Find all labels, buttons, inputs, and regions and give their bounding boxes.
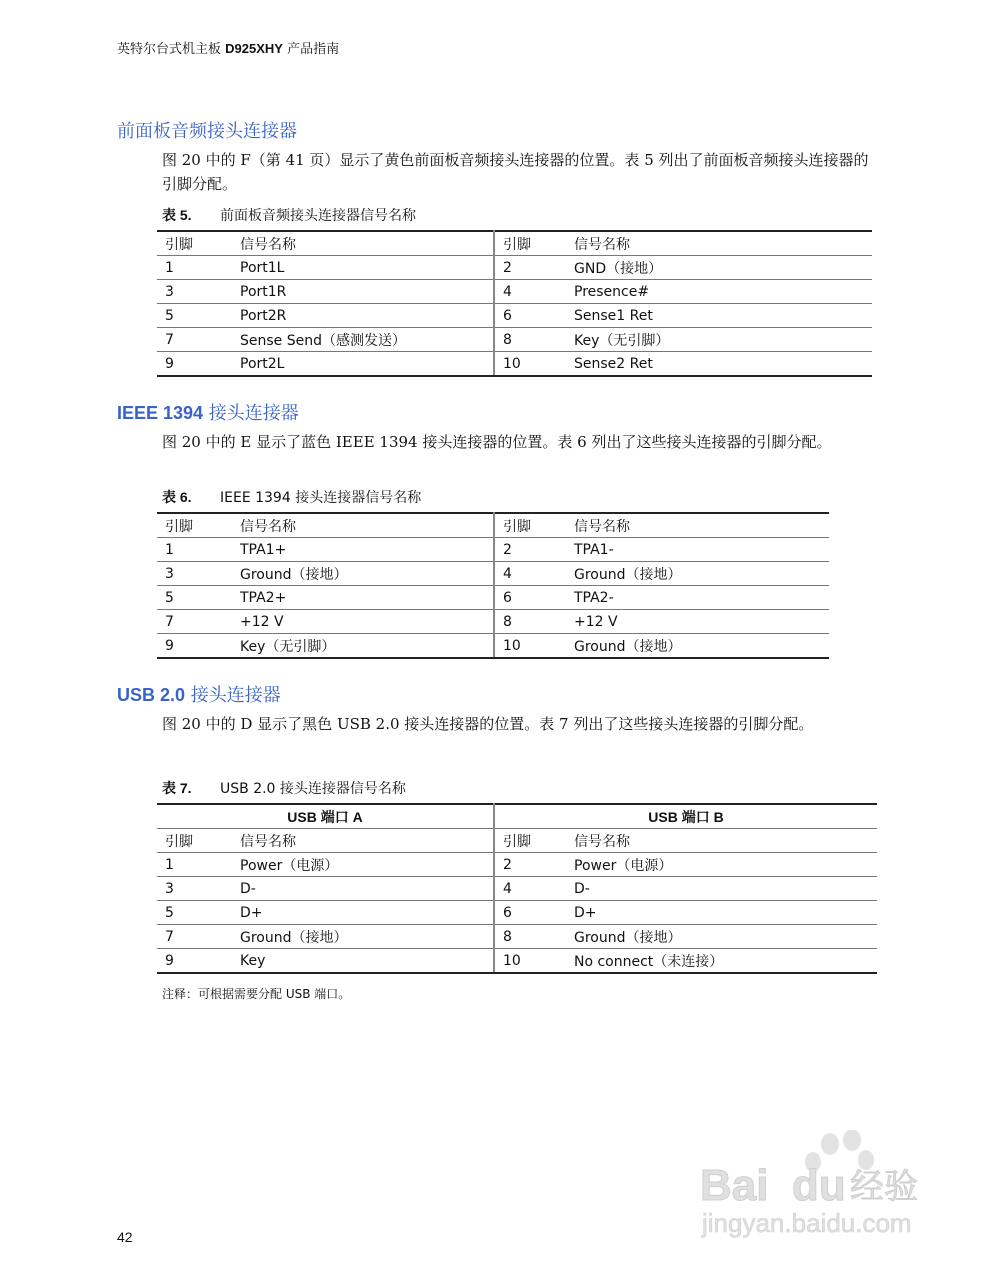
signal-name-cell: No connect（未连接） xyxy=(566,949,877,974)
page-number: 42 xyxy=(117,1229,133,1245)
pin-cell: 9 xyxy=(157,634,232,659)
pin-cell: 3 xyxy=(157,562,232,586)
column-header: 引脚 xyxy=(494,231,566,256)
signal-name-cell: Ground（接地） xyxy=(566,925,877,949)
group-header-usb-port-b: USB 端口 B xyxy=(494,804,877,829)
pin-cell: 2 xyxy=(494,256,566,280)
pin-cell: 7 xyxy=(157,610,232,634)
pin-cell: 1 xyxy=(157,853,232,877)
table-row xyxy=(157,538,829,562)
section-heading-ieee1394: IEEE 1394 接头连接器 xyxy=(117,403,299,424)
table-row xyxy=(157,949,877,974)
group-header-usb-port-a: USB 端口 A xyxy=(157,804,494,829)
section-paragraph-usb: 图 20 中的 D 显示了黑色 USB 2.0 接头连接器的位置。表 7 列出了这些接头连接器的引脚分配。 xyxy=(162,715,814,733)
signal-name-cell: Port2L xyxy=(232,352,494,377)
signal-name-cell: TPA1- xyxy=(566,538,829,562)
table-usb xyxy=(157,803,877,974)
signal-name-cell: GND（接地） xyxy=(566,256,872,280)
column-header: 引脚 xyxy=(157,513,232,538)
pin-cell: 4 xyxy=(494,280,566,304)
pin-cell: 4 xyxy=(494,562,566,586)
signal-name-cell: Presence# xyxy=(566,280,872,304)
signal-name-cell: D+ xyxy=(232,901,494,925)
column-header: 引脚 xyxy=(494,829,566,853)
table-row xyxy=(157,304,872,328)
signal-name-cell: D- xyxy=(232,877,494,901)
pin-cell: 6 xyxy=(494,901,566,925)
pin-cell: 10 xyxy=(494,634,566,659)
column-header: 引脚 xyxy=(157,829,232,853)
pin-cell: 5 xyxy=(157,304,232,328)
signal-name-cell: Ground（接地） xyxy=(566,562,829,586)
pin-cell: 3 xyxy=(157,280,232,304)
table-group-header-row xyxy=(157,804,877,829)
signal-name-cell: Key（无引脚） xyxy=(232,634,494,659)
baidu-jingyan-watermark xyxy=(700,1130,940,1240)
section-heading-usb: USB 2.0 接头连接器 xyxy=(117,685,281,706)
pin-cell: 6 xyxy=(494,586,566,610)
table-row xyxy=(157,877,877,901)
section-paragraph-front-panel-audio: 图 20 中的 F（第 41 页）显示了黄色前面板音频接头连接器的位置。表 5 列出了前面板音频接头连接器的引脚分配。 xyxy=(162,151,869,193)
signal-name-cell: TPA2- xyxy=(566,586,829,610)
signal-name-cell: Port1L xyxy=(232,256,494,280)
signal-name-cell: Key xyxy=(232,949,494,974)
pin-cell: 3 xyxy=(157,877,232,901)
table-note: 注释：可根据需要分配 USB 端口。 xyxy=(162,987,351,1001)
table-row xyxy=(157,280,872,304)
table-caption-5: 表 5. 前面板音频接头连接器信号名称 xyxy=(162,207,416,224)
running-header: 英特尔台式机主板 D925XHY 产品指南 xyxy=(117,41,340,57)
signal-name-cell: TPA2+ xyxy=(232,586,494,610)
signal-name-cell: Port1R xyxy=(232,280,494,304)
pin-cell: 7 xyxy=(157,925,232,949)
pin-cell: 9 xyxy=(157,949,232,974)
pin-cell: 8 xyxy=(494,328,566,352)
signal-name-cell: +12 V xyxy=(566,610,829,634)
signal-name-cell: Power（电源） xyxy=(566,853,877,877)
signal-name-cell: Ground（接地） xyxy=(232,562,494,586)
table-row xyxy=(157,562,829,586)
table-header-row xyxy=(157,231,872,256)
pin-cell: 1 xyxy=(157,538,232,562)
column-header: 引脚 xyxy=(494,513,566,538)
table-row xyxy=(157,853,877,877)
column-header: 信号名称 xyxy=(566,231,872,256)
table-row xyxy=(157,352,872,377)
watermark-brand2: du xyxy=(792,1161,846,1210)
signal-name-cell: D+ xyxy=(566,901,877,925)
pin-cell: 8 xyxy=(494,610,566,634)
table-caption-7: 表 7. USB 2.0 接头连接器信号名称 xyxy=(162,780,406,797)
pin-cell: 9 xyxy=(157,352,232,377)
signal-name-cell: Sense2 Ret xyxy=(566,352,872,377)
table-row xyxy=(157,610,829,634)
table-caption-6: 表 6. IEEE 1394 接头连接器信号名称 xyxy=(162,489,422,506)
column-header: 信号名称 xyxy=(232,513,494,538)
table-row xyxy=(157,586,829,610)
signal-name-cell: Power（电源） xyxy=(232,853,494,877)
column-header: 信号名称 xyxy=(232,231,494,256)
signal-name-cell: +12 V xyxy=(232,610,494,634)
table-row xyxy=(157,256,872,280)
pin-cell: 7 xyxy=(157,328,232,352)
column-header: 引脚 xyxy=(157,231,232,256)
table-front-panel-audio xyxy=(157,230,872,377)
pin-cell: 5 xyxy=(157,901,232,925)
table-row xyxy=(157,634,829,659)
table-header-row xyxy=(157,513,829,538)
signal-name-cell: Key（无引脚） xyxy=(566,328,872,352)
signal-name-cell: Sense1 Ret xyxy=(566,304,872,328)
signal-name-cell: Port2R xyxy=(232,304,494,328)
pin-cell: 8 xyxy=(494,925,566,949)
pin-cell: 10 xyxy=(494,949,566,974)
section-heading-front-panel-audio: 前面板音频接头连接器 xyxy=(117,121,297,142)
signal-name-cell: D- xyxy=(566,877,877,901)
table-row xyxy=(157,328,872,352)
watermark-cn: 经验 xyxy=(850,1167,918,1207)
column-header: 信号名称 xyxy=(232,829,494,853)
pin-cell: 6 xyxy=(494,304,566,328)
pin-cell: 2 xyxy=(494,853,566,877)
watermark-brand: Bai xyxy=(700,1161,769,1210)
signal-name-cell: TPA1+ xyxy=(232,538,494,562)
column-header: 信号名称 xyxy=(566,829,877,853)
pin-cell: 5 xyxy=(157,586,232,610)
pin-cell: 10 xyxy=(494,352,566,377)
table-row xyxy=(157,925,877,949)
signal-name-cell: Sense Send（感测发送） xyxy=(232,328,494,352)
column-header: 信号名称 xyxy=(566,513,829,538)
table-row xyxy=(157,901,877,925)
pin-cell: 1 xyxy=(157,256,232,280)
table-ieee1394 xyxy=(157,512,829,659)
signal-name-cell: Ground（接地） xyxy=(566,634,829,659)
section-paragraph-ieee1394: 图 20 中的 E 显示了蓝色 IEEE 1394 接头连接器的位置。表 6 列出了这些接头连接器的引脚分配。 xyxy=(162,433,832,451)
pin-cell: 2 xyxy=(494,538,566,562)
pin-cell: 4 xyxy=(494,877,566,901)
watermark-url: jingyan.baidu.com xyxy=(702,1208,912,1238)
table-header-row xyxy=(157,829,877,853)
signal-name-cell: Ground（接地） xyxy=(232,925,494,949)
